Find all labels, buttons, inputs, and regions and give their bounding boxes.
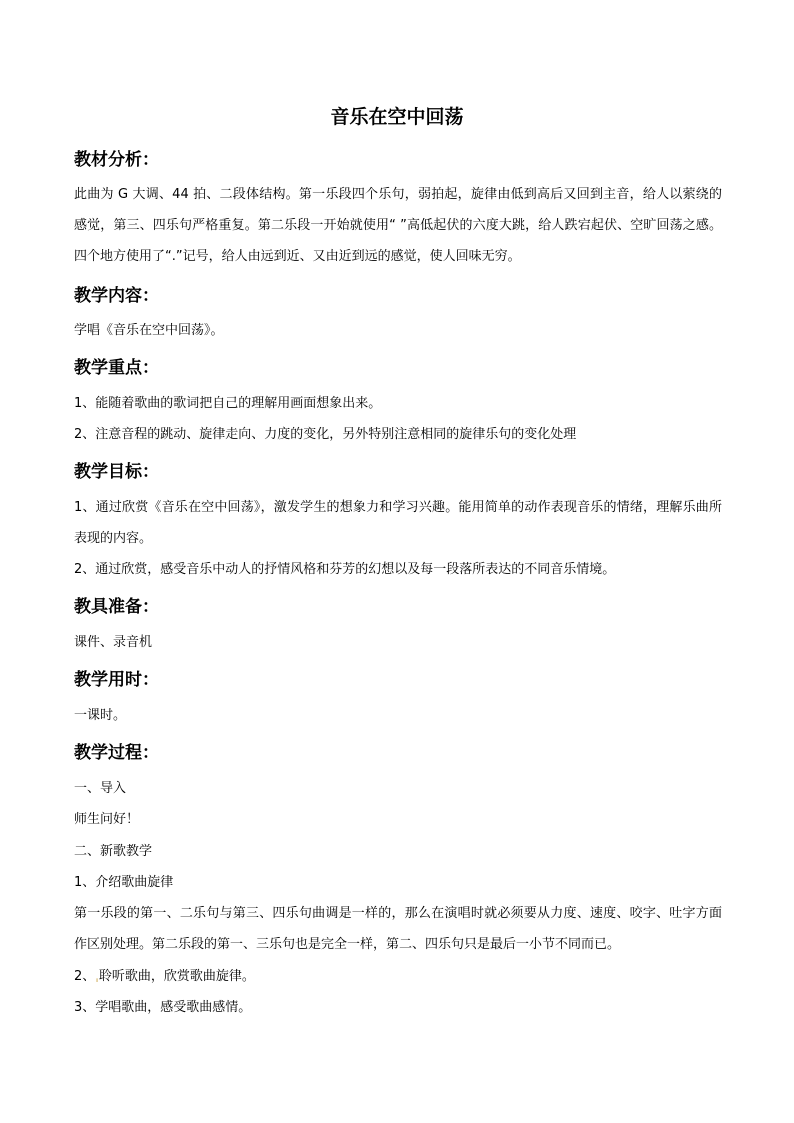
- edit-mark-icon: ˌ: [95, 969, 99, 984]
- goal-paragraph-1: 1、通过欣赏《音乐在空中回荡》，激发学生的想象力和学习兴趣。能用简单的动作表现音乐的情绪，理解乐曲所表现的内容。: [74, 500, 722, 546]
- heading-keypoints: 教学重点：: [74, 358, 159, 378]
- heading-process: 教学过程：: [74, 743, 159, 763]
- document-title: 音乐在空中回荡: [330, 106, 464, 128]
- process-sub-2-text: 聆听歌曲，欣赏歌曲旋律。: [98, 969, 255, 984]
- heading-tools: 教具准备：: [74, 597, 159, 617]
- process-sub-1: 1、介绍歌曲旋律: [74, 875, 174, 890]
- process-sub-1-paragraph: 第一乐段的第一、二乐句与第三、四乐句曲调是一样的，那么在演唱时就必须要从力度、速度、咬字、吐字方面作区别处理。第二乐段的第一、三乐句也是完全一样，第二、四乐句只是最后一小节不同而已。: [74, 906, 722, 952]
- heading-time: 教学用时：: [74, 670, 159, 690]
- process-sub-2: [74, 967, 255, 987]
- time-line: 一课时。: [74, 708, 127, 723]
- process-sub-3: 3、学唱歌曲，感受歌曲感情。: [74, 1000, 252, 1015]
- process-step-1: 一、导入: [74, 781, 127, 796]
- process-sub-2-number: 2、: [74, 969, 96, 984]
- keypoint-line-2: 2、注意音程的跳动、旋律走向、力度的变化，另外特别注意相同的旋律乐句的变化处理: [74, 427, 577, 442]
- heading-content: 教学内容：: [74, 286, 159, 306]
- content-line: 学唱《音乐在空中回荡》。: [74, 323, 224, 338]
- keypoint-line-1: 1、能随着歌曲的歌词把自己的理解用画面想象出来。: [74, 396, 382, 411]
- heading-analysis: 教材分析：: [74, 150, 159, 170]
- analysis-paragraph: 此曲为 G 大调、44 拍、二段体结构。第一乐段四个乐句，弱拍起，旋律由低到高后又回到主音，给人以萦绕的感觉，第三、四乐句严格重复。第二乐段一开始就使用“ ”高低起伏的六度大跳，给人跌宕起伏、空旷回荡之感。四个地方使用了“.”记号，给人由远到近、又由近到远的感觉，使人回味无穷。: [74, 187, 722, 264]
- process-step-1-text: 师生问好！: [74, 812, 140, 827]
- heading-goals: 教学目标：: [74, 462, 159, 482]
- goal-line-2: 2、通过欣赏，感受音乐中动人的抒情风格和芬芳的幻想以及每一段落所表达的不同音乐情境。: [74, 562, 616, 577]
- process-step-2: 二、新歌教学: [74, 844, 153, 859]
- tools-line: 课件、录音机: [74, 635, 153, 650]
